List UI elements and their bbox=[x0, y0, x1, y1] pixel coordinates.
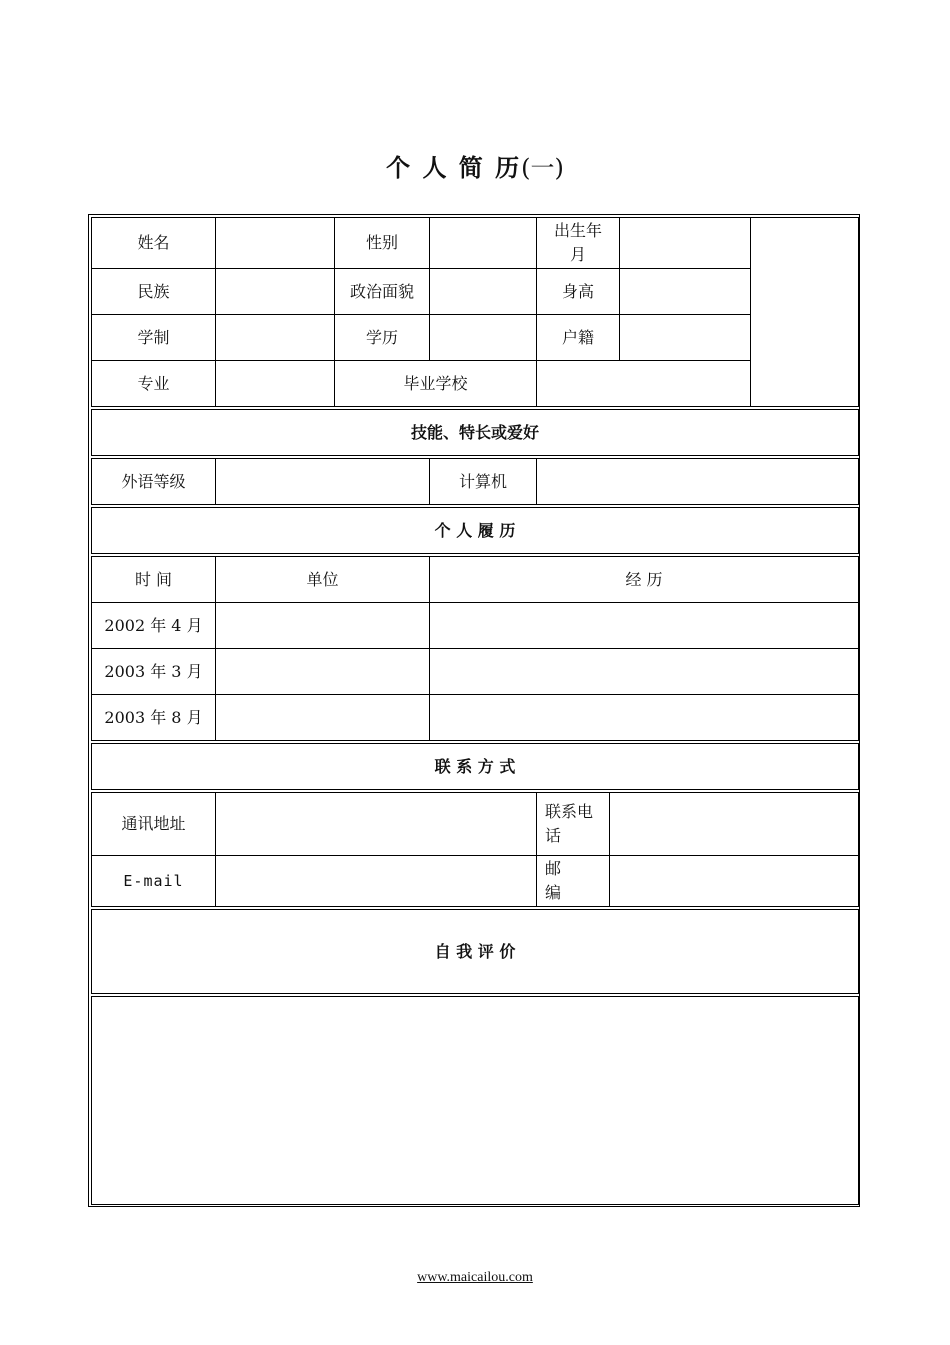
name-field[interactable] bbox=[215, 217, 335, 269]
resume-row-time: 2003 年 8 月 bbox=[91, 694, 216, 741]
hukou-label: 户籍 bbox=[536, 314, 620, 361]
major-field[interactable] bbox=[215, 360, 335, 407]
schooling-field[interactable] bbox=[215, 314, 335, 361]
phone-label: 联系电话 bbox=[536, 792, 610, 856]
postcode-label: 邮编 bbox=[536, 855, 610, 907]
political-label: 政治面貌 bbox=[334, 268, 430, 315]
phone-field[interactable] bbox=[609, 792, 859, 856]
self-eval-field[interactable] bbox=[91, 996, 859, 1205]
address-label: 通讯地址 bbox=[91, 792, 216, 856]
ethnicity-label: 民族 bbox=[91, 268, 216, 315]
resume-row-unit[interactable] bbox=[215, 694, 430, 741]
resume-row-unit[interactable] bbox=[215, 648, 430, 695]
resume-header: 个 人 履 历 bbox=[91, 507, 859, 554]
major-label: 专业 bbox=[91, 360, 216, 407]
contact-header: 联 系 方 式 bbox=[91, 743, 859, 790]
language-label: 外语等级 bbox=[91, 458, 216, 505]
school-label: 毕业学校 bbox=[334, 360, 537, 407]
email-field[interactable] bbox=[215, 855, 537, 907]
footer-link[interactable]: www.maicailou.com bbox=[417, 1270, 533, 1285]
skills-header: 技能、特长或爱好 bbox=[91, 409, 859, 456]
name-label: 姓名 bbox=[91, 217, 216, 269]
email-label: E-mail bbox=[91, 855, 216, 907]
postcode-field[interactable] bbox=[609, 855, 859, 907]
hukou-field[interactable] bbox=[619, 314, 751, 361]
gender-field[interactable] bbox=[429, 217, 537, 269]
resume-row-experience[interactable] bbox=[429, 694, 859, 741]
address-field[interactable] bbox=[215, 792, 537, 856]
birth-field[interactable] bbox=[619, 217, 751, 269]
self-eval-header: 自 我 评 价 bbox=[91, 909, 859, 994]
height-field[interactable] bbox=[619, 268, 751, 315]
resume-row-experience[interactable] bbox=[429, 648, 859, 695]
political-field[interactable] bbox=[429, 268, 537, 315]
education-field[interactable] bbox=[429, 314, 537, 361]
resume-row-unit[interactable] bbox=[215, 602, 430, 649]
computer-label: 计算机 bbox=[429, 458, 537, 505]
education-label: 学历 bbox=[334, 314, 430, 361]
language-field[interactable] bbox=[215, 458, 430, 505]
schooling-label: 学制 bbox=[91, 314, 216, 361]
col-unit: 单位 bbox=[215, 556, 430, 603]
resume-row-time: 2002 年 4 月 bbox=[91, 602, 216, 649]
gender-label: 性别 bbox=[334, 217, 430, 269]
col-experience: 经 历 bbox=[429, 556, 859, 603]
school-field[interactable] bbox=[536, 360, 751, 407]
birth-label: 出生年月 bbox=[536, 217, 620, 269]
resume-row-experience[interactable] bbox=[429, 602, 859, 649]
page-title bbox=[0, 148, 950, 183]
title-suffix: (一) bbox=[521, 154, 564, 182]
ethnicity-field[interactable] bbox=[215, 268, 335, 315]
title-main: 个 人 简 历 bbox=[386, 153, 522, 182]
computer-field[interactable] bbox=[536, 458, 859, 505]
col-time: 时 间 bbox=[91, 556, 216, 603]
height-label: 身高 bbox=[536, 268, 620, 315]
photo-box[interactable] bbox=[750, 217, 859, 407]
resume-row-time: 2003 年 3 月 bbox=[91, 648, 216, 695]
